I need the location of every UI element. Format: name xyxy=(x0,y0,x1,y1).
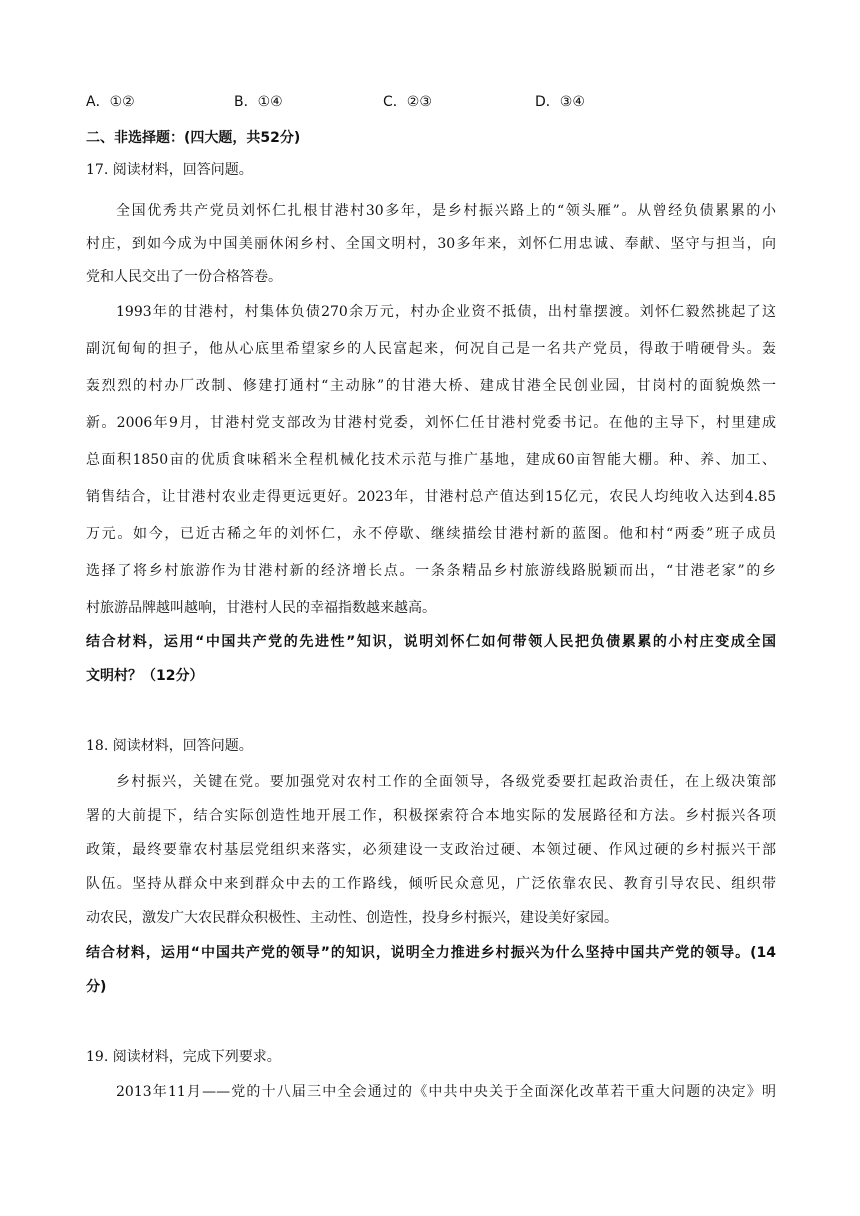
option-d[interactable]: D．③④ xyxy=(535,94,585,110)
q19-prompt: 19. 阅读材料，完成下列要求。 xyxy=(86,1049,281,1065)
q17-para2-line: 1993年的甘港村，村集体负债270余万元，村办企业资不抵债，出村靠摆渡。刘怀仁毅然挑起了这 xyxy=(116,304,776,320)
q17-question-line: 结合材料，运用“中国共产党的先进性”知识，说明刘怀仁如何带领人民把负债累累的小村庄变成全国 xyxy=(86,634,776,650)
q17-para2-line: 总面积1850亩的优质食味稻米全程机械化技术示范与推广基地，建成60亩智能大棚。种、养、加工、 xyxy=(86,452,776,468)
q19-para1-line: 2013年11月——党的十八届三中全会通过的《中共中央关于全面深化改革若干重大问题的决定》明 xyxy=(116,1084,776,1100)
q17-para2-line: 副沉甸甸的担子，他从心底里希望家乡的人民富起来，何况自己是一名共产党员，得敢于啃硬骨头。轰 xyxy=(86,341,776,357)
q18-para1-line: 队伍。坚持从群众中来到群众中去的工作路线，倾听民众意见，广泛依靠农民、教育引导农民、组织带 xyxy=(86,876,776,892)
q17-para2-line: 村旅游品牌越叫越响，甘港村人民的幸福指数越来越高。 xyxy=(86,600,436,616)
option-b[interactable]: B．①④ xyxy=(234,94,283,110)
q17-para2-line: 新。2006年9月，甘港村党支部改为甘港村党委，刘怀仁任甘港村党委书记。在他的主导下，村里建成 xyxy=(86,415,776,431)
q17-para1-line: 全国优秀共产党员刘怀仁扎根甘港村30多年，是乡村振兴路上的“领头雁”。从曾经负债累累的小 xyxy=(116,203,776,219)
q18-question-line: 分) xyxy=(86,979,107,995)
q17-prompt: 17. 阅读材料，回答问题。 xyxy=(86,162,253,178)
q18-question-line: 结合材料，运用“中国共产党的领导”的知识，说明全力推进乡村振兴为什么坚持中国共产党的领导。(14 xyxy=(86,945,776,961)
section-heading: 二、非选择题：(四大题，共52分) xyxy=(86,130,301,146)
q17-para2-line: 轰烈烈的村办厂改制、修建打通村“主动脉”的甘港大桥、建成甘港全民创业园，甘岗村的面貌焕然一 xyxy=(86,378,776,394)
option-a[interactable]: A．①② xyxy=(86,94,135,110)
q17-para1-line: 党和人民交出了一份合格答卷。 xyxy=(86,269,282,285)
q17-para2-line: 销售结合，让甘港村农业走得更远更好。2023年，甘港村总产值达到15亿元，农民人均纯收入达到4.85 xyxy=(86,489,776,505)
q18-para1-line: 乡村振兴，关键在党。要加强党对农村工作的全面领导，各级党委要扛起政治责任，在上级决策部 xyxy=(116,774,776,790)
q17-question-line: 文明村？（12分） xyxy=(86,668,204,684)
q17-para2-line: 选择了将乡村旅游作为甘港村新的经济增长点。一条条精品乡村旅游线路脱颖而出，“甘港老家”的乡 xyxy=(86,563,776,579)
answer-options xyxy=(86,90,786,114)
q18-prompt: 18. 阅读材料，回答问题。 xyxy=(86,738,253,754)
q18-para1-line: 政策，最终要靠农村基层党组织来落实，必须建设一支政治过硬、本领过硬、作风过硬的乡村振兴干部 xyxy=(86,842,776,858)
q18-para1-line: 署的大前提下，结合实际创造性地开展工作，积极探索符合本地实际的发展路径和方法。乡村振兴各项 xyxy=(86,808,776,824)
q17-para2-line: 万元。如今，已近古稀之年的刘怀仁，永不停歇、继续描绘甘港村新的蓝图。他和村“两委”班子成员 xyxy=(86,526,776,542)
option-c[interactable]: C．②③ xyxy=(383,94,432,110)
q17-para1-line: 村庄，到如今成为中国美丽休闲乡村、全国文明村，30多年来，刘怀仁用忠诚、奉献、坚守与担当，向 xyxy=(86,236,776,252)
q18-para1-line: 动农民，激发广大农民群众积极性、主动性、创造性，投身乡村振兴，建设美好家园。 xyxy=(86,910,618,926)
